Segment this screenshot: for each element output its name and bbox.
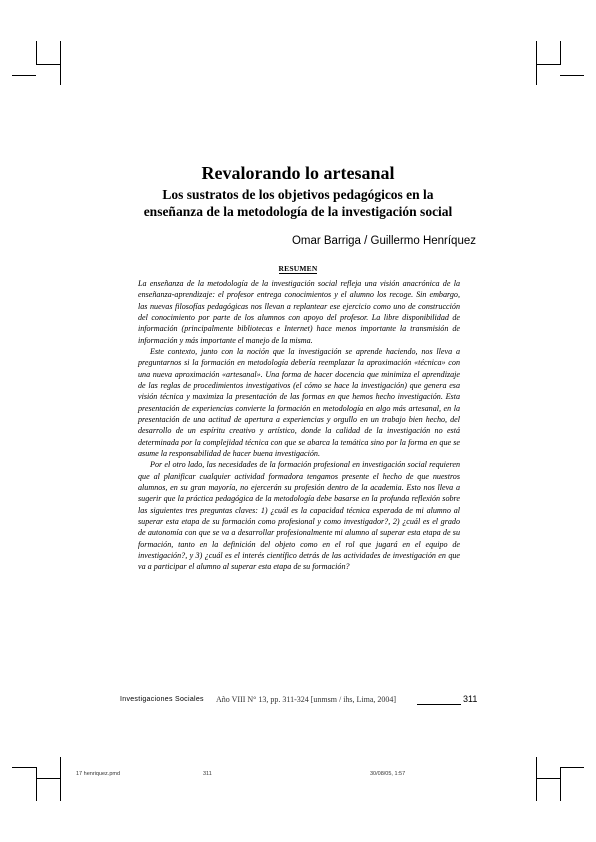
page-footer <box>120 694 480 708</box>
slug-filename: 17 henriquez.pmd <box>76 771 121 777</box>
subtitle-line-2: enseñanza de la metodología de la investigación social <box>143 204 453 219</box>
abstract-paragraph: Por el otro lado, las necesidades de la formación profesional en investigación social requieren que al planificar cualquier actividad formadora tengamos presente el hecho de que nuestros alumnos, en su gran mayoría, no ejercerán su profesión dentro de la academia. Esto nos lleva a sugerir que la práctica pedagógica de la metodología debe basarse en la profunda reflexión sobre las siguientes tres preguntas claves: 1) ¿cuál es la capacidad técnica esperada de mi alumno al superar esta etapa de su formación como profesional y como investigador?, 2) ¿cuál es el grado de autonomía con que se va a desarrollar profesionalmente mi alumno al superar esta etapa de su formación, tanto en la definición del objeto como en el rol que jugará en el equipo de investigación?, y 3) ¿cuál es el interés científico detrás de las actividades de investigación en que va a participar el alumno al superar esta etapa de su formación? <box>138 460 460 572</box>
slug-timestamp: 30/08/05, 1:57 <box>370 771 406 777</box>
abstract-heading-text: RESUMEN <box>278 264 318 273</box>
authors: Omar Barriga / Guillermo Henríquez <box>291 235 476 247</box>
journal-name: Investigaciones Sociales <box>120 696 204 703</box>
article-subtitle <box>0 186 596 220</box>
abstract-paragraph: Este contexto, junto con la noción que la investigación se aprende haciendo, nos lleva a preguntarnos si la formación en metodología debería reemplazar la aproximación «técnica» con una nueva aproximación «artesanal». Una forma de hacer docencia que minimiza el aprendizaje de las reglas de procedimientos investigativos (el cómo se hace la investigación) que genera esa visión técnica y maximiza la presentación de las formas en que hemos hecho investigación. Esta presentación de experiencias convierte la formación en metodología en algo más artesanal, en la presentación de una actitud de apertura a experiencias y orgullo en un trabajo bien hecho, del desarrollo de un espíritu creativo y artístico, donde la calidad de la investigación no está determinada por la complejidad técnica con que se abarca la temática sino por la forma en que se asume la responsabilidad de hacer buena investigación. <box>138 346 460 458</box>
issue-info: Año VIII N° 13, pp. 311-324 [unmsm / ihs, Lima, 2004] <box>216 695 397 704</box>
subtitle-line-1: Los sustratos de los objetivos pedagógicos en la <box>162 187 434 202</box>
article-title: Revalorando lo artesanal <box>201 163 395 183</box>
abstract-paragraph: La enseñanza de la metodología de la investigación social refleja una visión anacrónica de la enseñanza-aprendizaje: el profesor entrega conocimientos y el alumno los recoge. Sin embargo, las nuevas filosofías pedagógicas nos llevan a replantear ese ejercicio como uno de construcción del conocimiento por parte de los alumnos con apoyo del profesor. La libre disponibilidad de información (principalmente bibliotecas e Internet) hace menos importante la transmisión de información y más importante el manejo de la misma. <box>138 279 460 345</box>
abstract-heading <box>0 264 596 273</box>
page-number: 311 <box>463 694 478 704</box>
slug-page: 311 <box>203 771 212 777</box>
footer-rule <box>417 704 461 705</box>
abstract-body <box>138 278 460 573</box>
